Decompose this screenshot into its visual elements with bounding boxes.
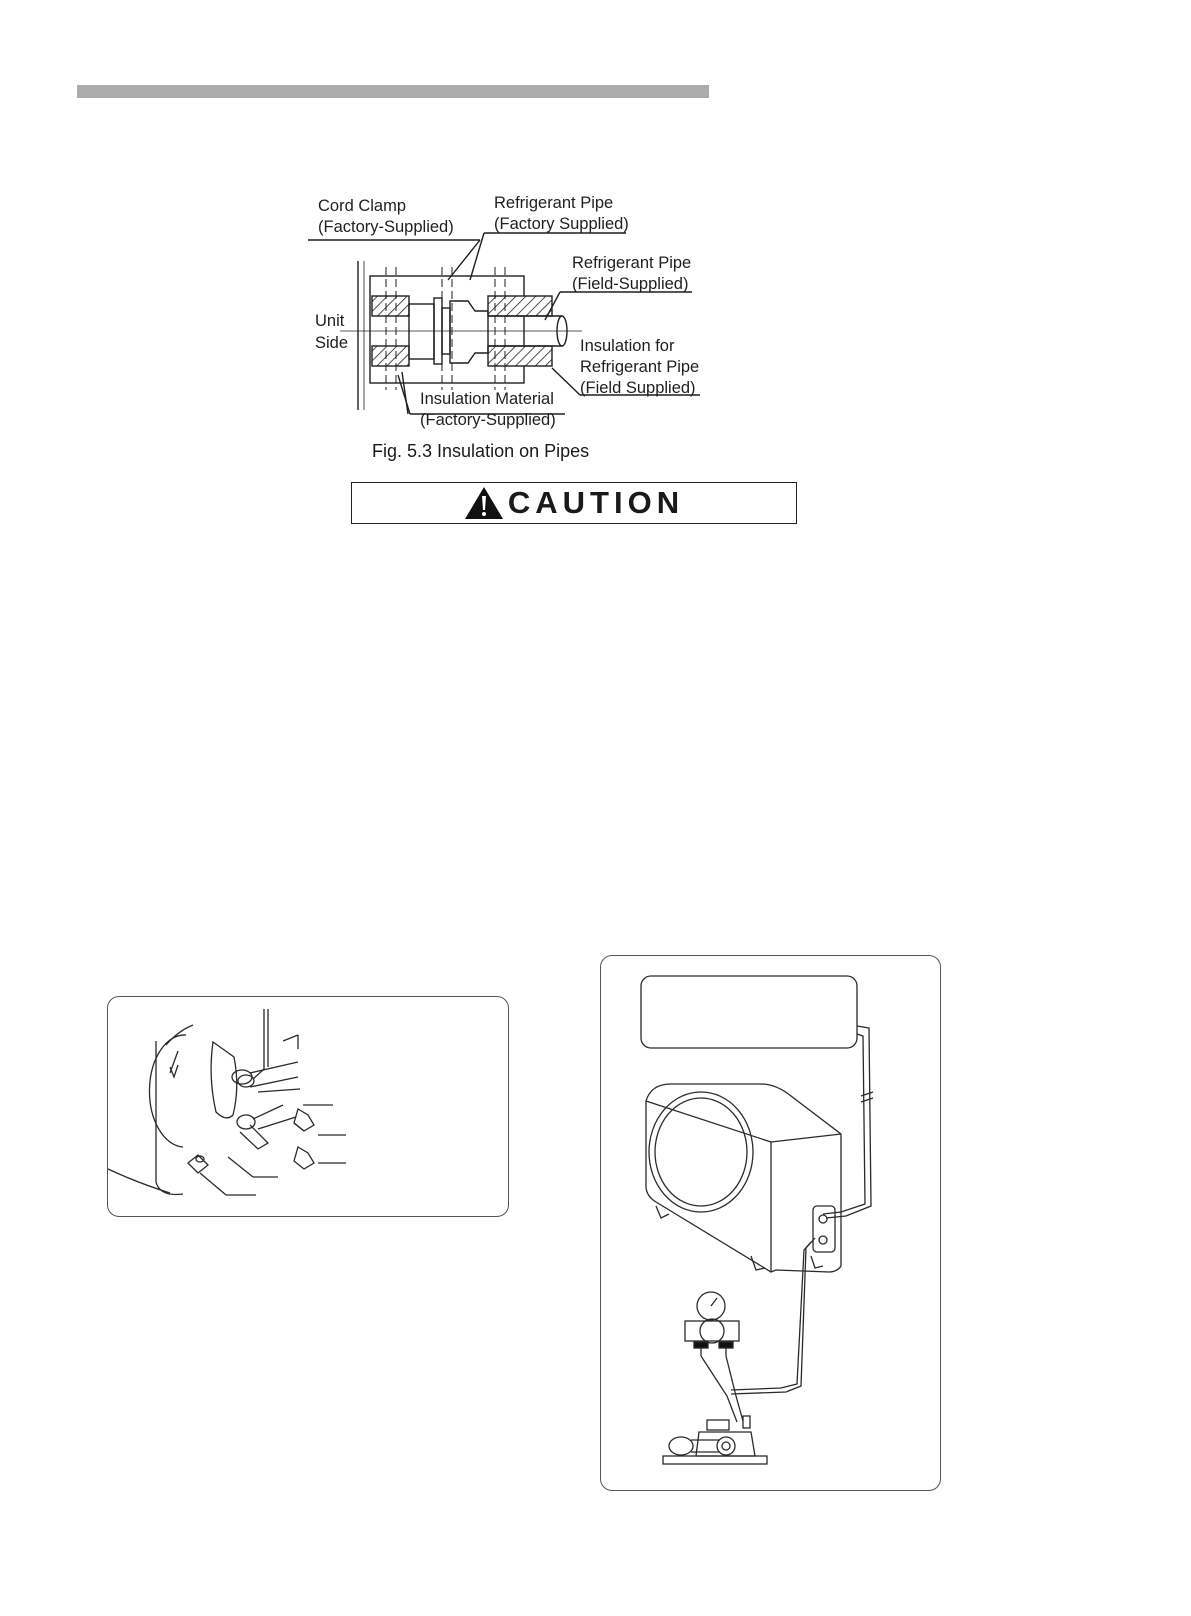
service-valve-drawing xyxy=(108,997,510,1218)
indoor-unit-outline xyxy=(641,976,857,1048)
caution-label: CAUTION xyxy=(507,485,685,520)
warning-triangle-icon xyxy=(464,486,504,520)
label-insulation-material-supply: (Factory-Supplied) xyxy=(420,411,556,429)
label-ref-pipe-factory: Refrigerant Pipe xyxy=(494,194,614,212)
vacuum-setup-drawing xyxy=(601,956,942,1492)
label-insulation-for-2: Refrigerant Pipe xyxy=(580,358,700,376)
label-cord-clamp: Cord Clamp xyxy=(318,197,407,215)
label-ref-pipe-field-supply: (Field-Supplied) xyxy=(572,275,689,293)
caution-banner xyxy=(351,482,797,524)
label-insulation-material: Insulation Material xyxy=(420,390,554,408)
vacuum-setup-panel xyxy=(600,955,941,1491)
insulation-diagram xyxy=(290,185,720,435)
label-insulation-for: Insulation for xyxy=(580,337,675,355)
label-ref-pipe-factory-supply: (Factory Supplied) xyxy=(494,215,629,233)
label-cord-clamp-supply: (Factory-Supplied) xyxy=(318,218,454,236)
label-ref-pipe-field: Refrigerant Pipe xyxy=(572,254,692,272)
label-unit: Unit xyxy=(315,312,345,330)
fan-opening xyxy=(649,1092,753,1212)
label-insulation-for-supply: (Field Supplied) xyxy=(580,379,696,397)
section-header-bar xyxy=(77,85,709,98)
label-side: Side xyxy=(315,334,349,352)
service-valve-panel xyxy=(107,996,509,1217)
figure-caption: Fig. 5.3 Insulation on Pipes xyxy=(372,441,590,461)
